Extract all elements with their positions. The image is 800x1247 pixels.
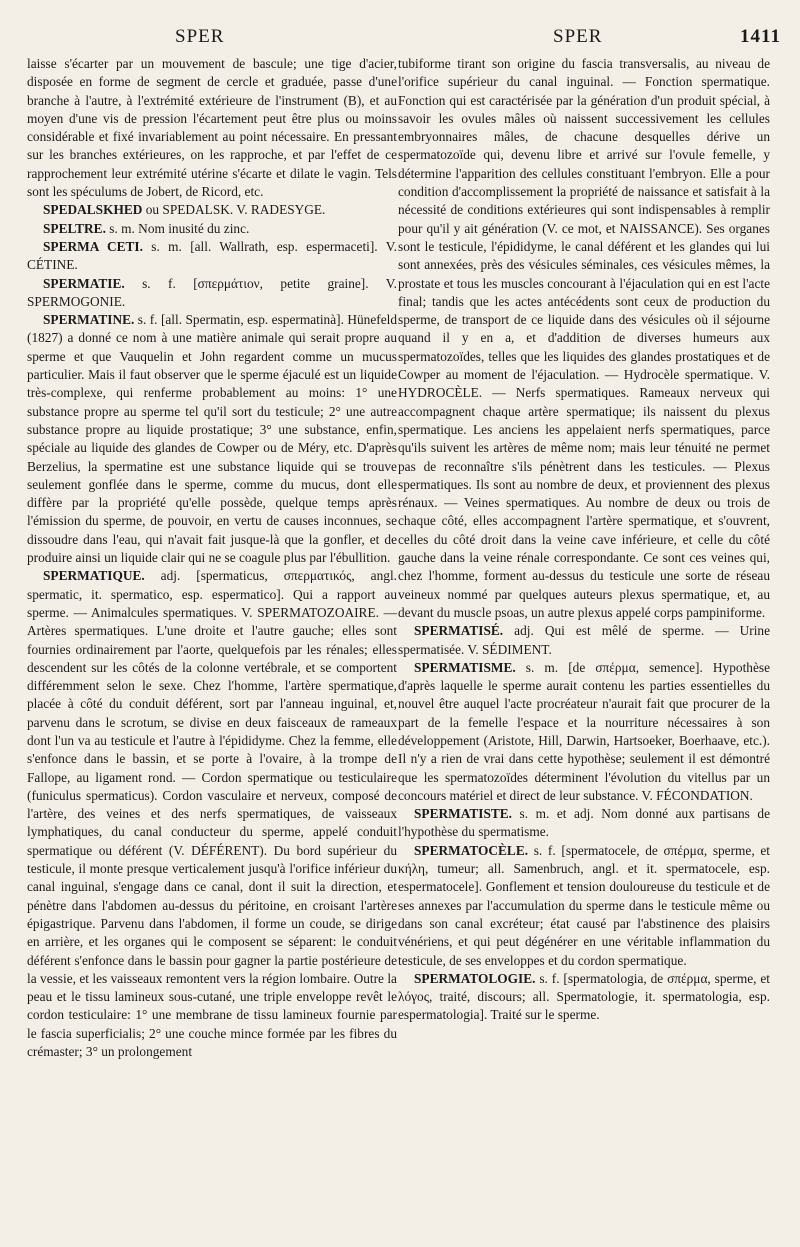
entry-continuation bbox=[27, 55, 397, 201]
entry-text: s. f. [spermatologia, de σπέρμα, sperme, et λόγος, traité, discours; all. Spermatologie, it. spermatologia, esp. espermatologia]. Traité sur le sperme. bbox=[398, 970, 770, 1023]
right-column bbox=[398, 55, 770, 1025]
entry-text: s. m. [de σπέρμα, semence]. Hypothèse d'après laquelle le sperme aurait contenu les parties essentielles du nouvel être auquel l'acte procréateur n'aurait fait que procurer de la part de la femelle l'espace et la nourriture nécessaires à son développement (Aristote, Hill, Darwin, Hartsoeker, Boerhaave, etc.). Il n'y a rien de vrai dans cette hypothèse; seulement il est démontré que les spermatozoïdes déterminent l'évolution du vitellus par un concours matériel et direct de leur substance. V. FÉCONDATION. bbox=[398, 659, 770, 803]
entry-speltre bbox=[27, 220, 397, 238]
entry-text: s. m. Nom inusité du zinc. bbox=[109, 220, 250, 236]
page-number: 1411 bbox=[740, 26, 781, 47]
entry-text: adj. [spermaticus, σπερματικός, angl. spermatic, it. spermatico, esp. espermatico]. Qui a rapport au sperme. — Animalcules spermatiques. V. SPERMATOZOAIRE. — Artères spermatiques. L'une droite et l'autre gauche; elles sont fournies ordinairement par l'aorte, quelquefois par les rénales; elles descendent sur les côtés de la colonne vertébrale, et se comportent différemment selon le sexe. Chez l'homme, l'artère spermatique, placée à côté du conduit déférent, sort par l'anneau inguinal, et, parvenu dans le scrotum, se divise en deux faisceaux de rameaux dont l'un va au testicule et l'autre à l'épididyme. Chez la femme, elle s'enfonce dans le bassin, et se porte à l'ovaire, à la trompe de Fallope, au ligament rond. — Cordon spermatique ou testiculaire (funiculus spermaticus). Cordon vasculaire et nerveux, composé de l'artère, des veines et des nerfs spermatiques, de vaisseaux lymphatiques, du canal conducteur du sperme, appelé conduit spermatique ou déférent (V. DÉFÉRENT). Du bord supérieur du testicule, il monte presque verticalement jusqu'à l'orifice inférieur du canal inguinal, s'engage dans ce canal, dont il suit la direction, et pénètre dans l'abdomen au-dessus du péritoine, en croisant l'artère épigastrique. Parvenu dans l'abdomen, il forme un coude, se dirige en arrière, et les organes qui le composent se séparent: le conduit déférent s'enfonce dans le bassin pour gagner la partie postérieure de la vessie, et les vaisseaux remontent vers la région lombaire. Outre la peau et le tissu lamineux sous-cutané, une triple enveloppe revêt le cordon testiculaire: 1° une membrane de tissu lamineux fournie par le fascia superficialis; 2° une couche mince formée par les fibres du crémaster; 3° un prolongement bbox=[27, 568, 397, 1060]
headword: SPERMATINE. bbox=[43, 312, 135, 328]
entry-text: s. f. [all. Spermatin, esp. espermatinà]. Hünefeld (1827) a donné ce nom à une matière animale qui serait propre au sperme et que Vauquelin et John regardent comme un mucus particulier. Mais il faut observer que le sperme éjaculé est un liquide très-complexe, qui renferme probablement au moins: 1° une substance propre au sperme tel qu'il sort du testicule; 2° une autre substance propre au liquide prostatique; 3° une substance, enfin, spéciale au liquide des glandes de Cowper ou de Méry, etc. D'après Berzelius, la spermatine est une substance liquide qui se trouve seulement gonflée dans le sperme, comme du mucus, dont elle diffère par la propriété qu'elle possède, quelque temps après l'émission du sperme, de pouvoir, en vertu de causes inconnues, se dissoudre dans l'eau, qui n'avait fait jusque-là que la gonfler, et de produire ainsi un liquide clair qui ne se coagule plus par l'ébullition. bbox=[27, 312, 397, 566]
left-column bbox=[27, 55, 397, 1061]
entry-text: s. m. et adj. Nom donné aux partisans de l'hypothèse du spermatisme. bbox=[398, 806, 770, 840]
entry-text: tubiforme tirant son origine du fascia transversalis, au niveau de l'orifice supérieur du canal inguinal. — Fonction spermatique. Fonction qui est caractérisée par la génération d'un produit spécial, à savoir les ovules mâles où naissent successivement les cellules embryonnaires mâles, de chacune desquelles dérive un spermatozoïde qui, devenu libre et arrivé sur l'ovule femelle, y détermine l'apparition des cellules constituant l'embryon. Elle a pour condition d'accomplissement la propriété de naissance et satisfait à la nécessité de conditions extérieures qui sont indispensables à remplir pour qu'il y ait génération (V. ce mot, et NAISSANCE). Ses organes sont le testicule, l'épididyme, le canal déférent et les glandes qui lui sont annexées, près des vésicules séminales, ces vésicules mêmes, la prostate et tous les muscles concourant à l'éjaculation qui en est l'acte final; tandis que les actes antécédents sont ceux de production du sperme, de transport de ce liquide dans des vésicules où il séjourne quand il y en a, et d'addition de diverses humeurs aux spermatozoïdes, telles que les liquides des glandes prostatiques et de Cowper au moment de l'éjaculation. — Hydrocèle spermatique. V. HYDROCÈLE. — Nerfs spermatiques. Rameaux nerveux qui accompagnent chaque artère spermatique; ils naissent du plexus spermatique. Les anciens les appelaient nerfs spermatiques, parce qu'ils suivent les artères de même nom; mais leur ténuité ne permet pas de reconnaître s'ils pénètrent dans les testicules. — Plexus spermatiques. Ils sont au nombre de deux, et proviennent des plexus rénaux. — Veines spermatiques. Au nombre de deux ou trois de chaque côté, elles accompagnent l'artère spermatique, et s'ouvrent, celles du côté droit dans la veine cave inférieure, et celle du côté gauche dans la veine rénale correspondante. Ce sont ces veines qui, chez l'homme, forment au-dessus du testicule une sorte de réseau veineux nommé par quelques auteurs plexus spermatique, et, au devant du muscle psoas, un autre plexus appelé corps pampiniforme. bbox=[398, 56, 770, 620]
headword: SPEDALSKHED bbox=[43, 202, 143, 218]
entry-spermatiste bbox=[398, 805, 770, 842]
entry-spermatie bbox=[27, 275, 397, 312]
headword: SPERMA CETI. bbox=[43, 238, 143, 254]
entry-spermatologie bbox=[398, 970, 770, 1025]
entry-spedalskhed bbox=[27, 201, 397, 219]
entry-text: s. m. [all. Wallrath, esp. espermaceti]. V. CÉTINE. bbox=[27, 238, 397, 273]
headword: SPERMATISTE. bbox=[414, 806, 512, 822]
entry-text: s. f. [σπερμάτιον, petite graine]. V. SPERMOGONIE. bbox=[27, 275, 398, 309]
running-head-right: SPER bbox=[553, 26, 603, 47]
entry-spermatisme bbox=[398, 659, 770, 805]
entry-spermatine bbox=[27, 311, 397, 567]
entry-text: s. f. [spermatocele, de σπέρμα, sperme, et κήλη, tumeur; all. Samenbruch, angl. et it. spermatocele, esp. espermatocele]. Gonflement et tension douloureuse du testicule et de ses annexes par l'accumulation du sperme dans le testicule même ou dans son canal excréteur; état causé par l'abstinence des plaisirs vénériens, et qui peut dégénérer en une véritable inflammation du testicule, de ses enveloppes et du cordon spermatique. bbox=[398, 842, 770, 968]
headword: SPERMATOLOGIE. bbox=[414, 970, 536, 986]
headword: SPELTRE. bbox=[43, 220, 106, 236]
entry-text: ou SPEDALSK. V. RADESYGE. bbox=[145, 202, 326, 218]
entry-continuation bbox=[398, 55, 770, 622]
entry-text: laisse s'écarter par un mouvement de bascule; une tige d'acier, disposée en forme de segment de cercle et graduée, passe d'une branche à l'autre, à l'extrémité extérieure de l'instrument (B), et au moyen d'une vis de pression l'écartement peut être plus ou moins considérable et fixé invariablement au point nécessaire. En pressant sur les branches extérieures, on les rapproche, et par l'effet de ce rapprochement leur extrémité utérine s'écarte et dilate le vagin. Tels sont les spéculums de Jobert, de Ricord, etc. bbox=[27, 56, 397, 200]
entry-spermatocele bbox=[398, 842, 770, 970]
entry-spermatique bbox=[27, 567, 397, 1061]
headword: SPERMATISME. bbox=[414, 659, 516, 675]
headword: SPERMATISÉ. bbox=[414, 623, 504, 639]
entry-text: adj. Qui est mêlé de sperme. — Urine spermatisée. V. SÉDIMENT. bbox=[398, 623, 770, 657]
headword: SPERMATIE. bbox=[43, 275, 125, 291]
entry-spermatise bbox=[398, 622, 770, 659]
entry-sperma-ceti bbox=[27, 238, 397, 275]
headword: SPERMATIQUE. bbox=[43, 568, 145, 584]
headword: SPERMATOCÈLE. bbox=[414, 842, 529, 858]
running-head-left: SPER bbox=[175, 26, 225, 47]
